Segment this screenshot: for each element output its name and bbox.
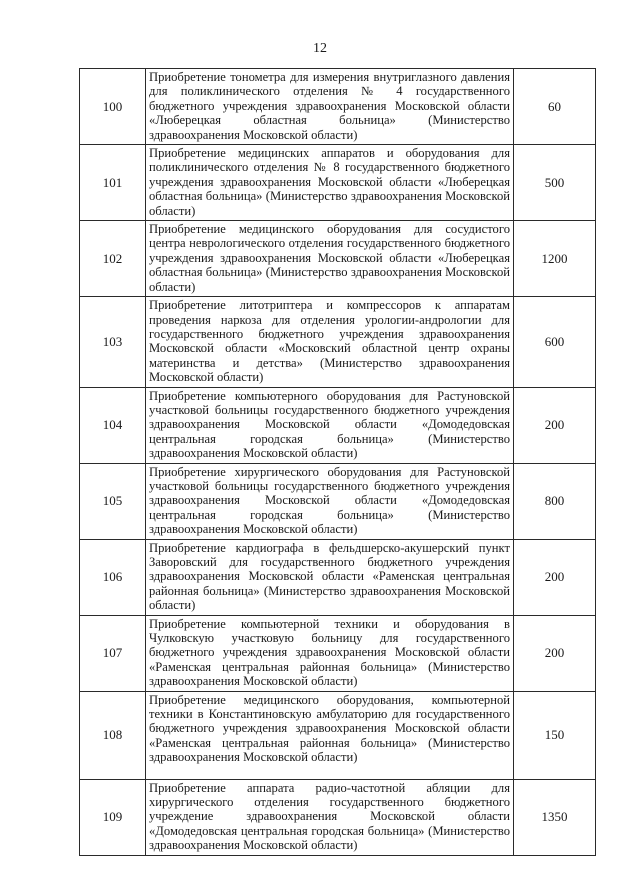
row-description: Приобретение литотриптера и компрессоров к аппаратам проведения наркоза для отделения урологии-андрологии для государственного бюджетного учреждения здравоохранения Московской области «Московский областной центр охраны материнства и детства» (Министерство здравоохранения Московской области) <box>146 297 514 387</box>
row-description: Приобретение медицинского оборудования для сосудистого центра неврологического отделения государственного бюджетного учреждения здравоохранения Московской области «Люберецкая областная больница» (Министерство здравоохранения Московской области) <box>146 221 514 297</box>
row-number: 109 <box>80 779 146 855</box>
row-number: 108 <box>80 691 146 779</box>
row-description: Приобретение медицинского оборудования, компьютерной техники в Константиновскую амбулаторию для государственного бюджетного учреждения здравоохранения Московской области «Раменская центральная районная больница» (Министерство здравоохранения Московской области) <box>146 691 514 779</box>
table-row <box>80 145 596 221</box>
table-row <box>80 387 596 463</box>
row-description: Приобретение медицинских аппаратов и оборудования для поликлинического отделения № 8 государственного бюджетного учреждения здравоохранения Московской области «Люберецкая областная больница» (Министерство здравоохранения Московской области) <box>146 145 514 221</box>
row-description: Приобретение кардиографа в фельдшерско-акушерский пункт Заворовский для государственного бюджетного учреждения здравоохранения Московской области «Раменская центральная районная больница» (Министерство здравоохранения Московской области) <box>146 539 514 615</box>
row-amount: 800 <box>514 463 596 539</box>
row-number: 103 <box>80 297 146 387</box>
row-number: 102 <box>80 221 146 297</box>
table-row <box>80 69 596 145</box>
row-amount: 1200 <box>514 221 596 297</box>
table-row <box>80 297 596 387</box>
row-amount: 150 <box>514 691 596 779</box>
row-amount: 200 <box>514 539 596 615</box>
row-amount: 1350 <box>514 779 596 855</box>
row-description: Приобретение хирургического оборудования для Растуновской участковой больницы государственного бюджетного учреждения здравоохранения Московской области «Домодедовская центральная городская больница» (Министерство здравоохранения Московской области) <box>146 463 514 539</box>
row-amount: 200 <box>514 615 596 691</box>
table-row <box>80 539 596 615</box>
row-amount: 60 <box>514 69 596 145</box>
row-number: 105 <box>80 463 146 539</box>
table-row <box>80 779 596 855</box>
table-row <box>80 691 596 779</box>
table-row <box>80 221 596 297</box>
table-row <box>80 615 596 691</box>
row-description: Приобретение тонометра для измерения внутриглазного давления для поликлинического отделения № 4 государственного бюджетного учреждения здравоохранения Московской области «Люберецкая областная больница» (Министерство здравоохранения Московской области) <box>146 69 514 145</box>
row-amount: 600 <box>514 297 596 387</box>
row-description: Приобретение компьютерного оборудования для Растуновской участковой больницы государственного бюджетного учреждения здравоохранения Московской области «Домодедовская центральная городская больница» (Министерство здравоохранения Московской области) <box>146 387 514 463</box>
table-row <box>80 463 596 539</box>
page-number: 12 <box>313 41 327 56</box>
row-amount: 500 <box>514 145 596 221</box>
row-number: 106 <box>80 539 146 615</box>
row-amount: 200 <box>514 387 596 463</box>
budget-table <box>79 68 596 856</box>
row-description: Приобретение компьютерной техники и оборудования в Чулковскую участковую больницу для государственного бюджетного учреждения здравоохранения Московской области «Раменская центральная районная больница» (Министерство здравоохранения Московской области) <box>146 615 514 691</box>
row-number: 101 <box>80 145 146 221</box>
row-number: 100 <box>80 69 146 145</box>
row-number: 107 <box>80 615 146 691</box>
row-description: Приобретение аппарата радио-частотной абляции для хирургического отделения государственного бюджетного учреждение здравоохранения Московской области «Домодедовская центральная городская больница» (Министерство здравоохранения Московской области) <box>146 779 514 855</box>
row-number: 104 <box>80 387 146 463</box>
